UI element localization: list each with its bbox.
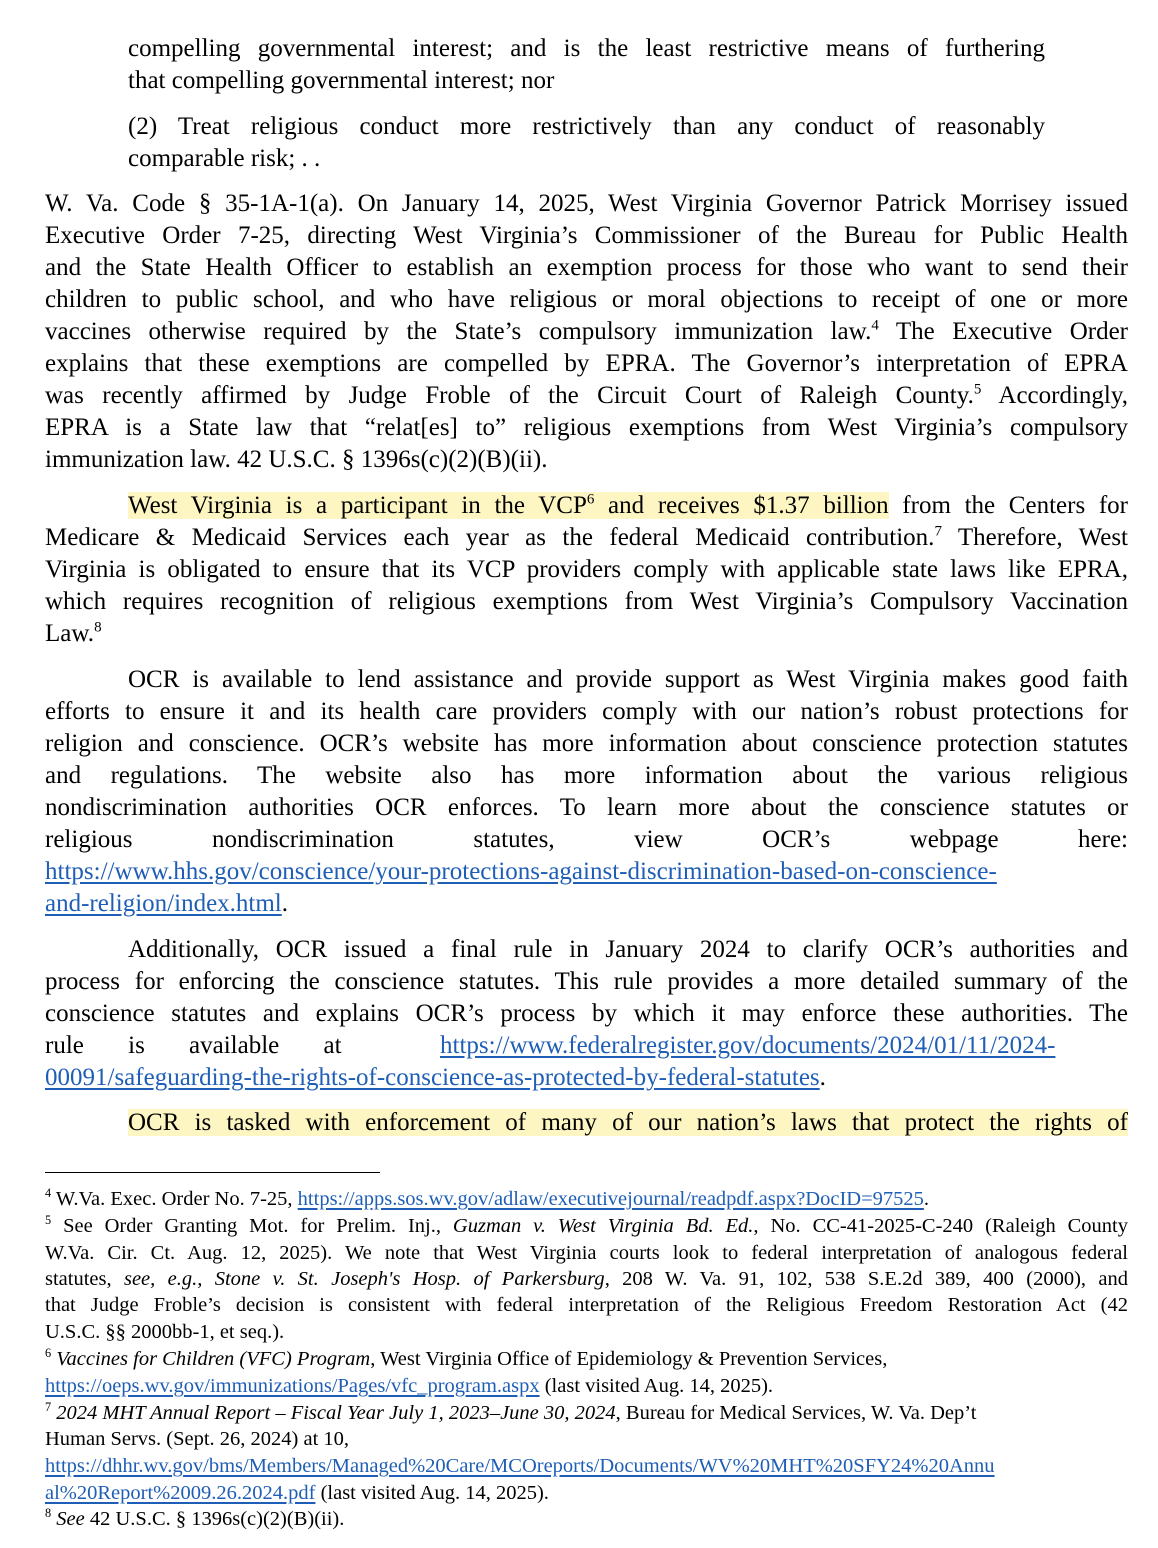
- paragraph-line: vaccines otherwise required by the State’s compulsory immunization law.$^4$ The Executive Order: [45, 317, 1128, 345]
- footnote-line: Human Servs. (Sept. 26, 2024) at 10,: [45, 1428, 350, 1450]
- vfc-program-link[interactable]: https://oeps.wv.gov/immunizations/Pages/vfc_program.aspx: [45, 1375, 540, 1397]
- paragraph-line: West Virginia is a participant in the VCP$^6$ and receives $1.37 billion from the Centers for: [128, 491, 1129, 519]
- hhs-conscience-link-cont[interactable]: and-religion/index.html: [45, 890, 282, 917]
- mht-report-link[interactable]: https://dhhr.wv.gov/bms/Members/Managed%20Care/MCOreports/Documents/WV%20MHT%20SFY24%20Annu: [45, 1455, 995, 1477]
- highlighted-text: OCR is tasked with enforcement of many of our nation’s laws that protect the rights of: [128, 1109, 1128, 1136]
- footnote-line: W.Va. Cir. Ct. Aug. 12, 2025). We note that West Virginia courts look to federal interpretation of analogous federal: [45, 1242, 1128, 1264]
- mht-report-link-cont[interactable]: al%20Report%2009.26.2024.pdf: [45, 1482, 316, 1504]
- paragraph-line: immunization law. 42 U.S.C. § 1396s(c)(2)(B)(ii).: [45, 446, 548, 473]
- paragraph-line: Law.$^8$: [45, 619, 102, 647]
- paragraph-line: explains that these exemptions are compelled by EPRA. The Governor’s interpretation of EPRA: [45, 350, 1128, 377]
- paragraph-line: process for enforcing the conscience statutes. This rule provides a more detailed summary of the: [45, 968, 1128, 995]
- hhs-conscience-link[interactable]: https://www.hhs.gov/conscience/your-protections-against-discrimination-based-on-conscience-: [45, 858, 997, 885]
- paragraph-line: religious nondiscrimination statutes, view OCR’s webpage here:: [45, 826, 1128, 853]
- footnote-5: $^5$ See Order Granting Mot. for Prelim. Inj., Guzman v. West Virginia Bd. Ed., No. CC-41-2025-C-240 (Raleigh County: [45, 1213, 1128, 1237]
- footnote-line: [45, 1453, 995, 1480]
- paragraph-line: W. Va. Code § 35-1A-1(a). On January 14, 2025, West Virginia Governor Patrick Morrisey issued: [45, 190, 1128, 217]
- footnote-divider: [45, 1172, 380, 1173]
- paragraph-line: efforts to ensure it and its health care providers comply with our nation’s robust protections for: [45, 698, 1128, 725]
- paragraph-line: and the State Health Officer to establish an exemption process for those who want to send their: [45, 254, 1128, 281]
- footnote-line: https://oeps.wv.gov/immunizations/Pages/vfc_program.aspx (last visited Aug. 14, 2025).: [45, 1375, 774, 1397]
- paragraph-line: [128, 1107, 1128, 1139]
- paragraph-line: OCR is available to lend assistance and provide support as West Virginia makes good faith: [128, 666, 1128, 693]
- paragraph-line: nondiscrimination authorities OCR enforces. To learn more about the conscience statutes or: [45, 794, 1128, 821]
- footnote-line: statutes, see, e.g., Stone v. St. Joseph's Hosp. of Parkersburg, 208 W. Va. 91, 102, 538 S.E.2d 389, 400 (2000), and: [45, 1268, 1128, 1290]
- paragraph-line: religion and conscience. OCR’s website has more information about conscience protection statutes: [45, 730, 1128, 757]
- paragraph-line: which requires recognition of religious exemptions from West Virginia’s Compulsory Vaccination: [45, 588, 1128, 615]
- highlighted-text: West Virginia is a participant in the VCP$^6$ and receives $1.37 billion: [128, 491, 889, 519]
- quote-line: compelling governmental interest; and is the least restrictive means of furthering: [128, 35, 1045, 62]
- paragraph-line: rule is available at: [45, 1032, 342, 1059]
- footnote-ref[interactable]: 8: [94, 619, 102, 636]
- footnote-line: that Judge Froble’s decision is consistent with federal interpretation of the Religious Freedom Restoration Act (42: [45, 1294, 1128, 1316]
- paragraph-line: 00091/safeguarding-the-rights-of-conscience-as-protected-by-federal-statutes.: [45, 1064, 826, 1091]
- exec-order-link[interactable]: https://apps.sos.wv.gov/adlaw/executivejournal/readpdf.aspx?DocID=97525: [297, 1188, 924, 1210]
- paragraph-line: and-religion/index.html.: [45, 890, 289, 917]
- paragraph-line: EPRA is a State law that “relat[es] to” religious exemptions from West Virginia’s compulsory: [45, 414, 1128, 441]
- paragraph-line: Executive Order 7-25, directing West Virginia’s Commissioner of the Bureau for Public Health: [45, 222, 1128, 249]
- footnote-line: al%20Report%2009.26.2024.pdf (last visited Aug. 14, 2025).: [45, 1482, 549, 1504]
- quote-line: comparable risk; . .: [128, 145, 321, 172]
- footnote-4: $^4$ W.Va. Exec. Order No. 7-25, https://apps.sos.wv.gov/adlaw/executivejournal/readpdf.aspx?DocID=97525.: [45, 1186, 930, 1210]
- footnote-6: $^6$ Vaccines for Children (VFC) Program, West Virginia Office of Epidemiology & Prevention Services,: [45, 1346, 888, 1370]
- quote-line: that compelling governmental interest; nor: [128, 67, 555, 94]
- paragraph-line: [440, 1030, 1055, 1062]
- paragraph-line: and regulations. The website also has more information about the various religious: [45, 762, 1128, 789]
- paragraph-line: Virginia is obligated to ensure that its VCP providers comply with applicable state laws like EPRA,: [45, 556, 1128, 583]
- paragraph-line: Medicare & Medicaid Services each year as the federal Medicaid contribution.$^7$ Therefore, West: [45, 523, 1128, 551]
- paragraph-line: [45, 856, 997, 888]
- footnote-ref[interactable]: 6: [586, 491, 595, 508]
- federal-register-link-cont[interactable]: 00091/safeguarding-the-rights-of-conscience-as-protected-by-federal-statutes: [45, 1064, 820, 1091]
- footnote-ref[interactable]: 5: [973, 381, 982, 398]
- footnote-ref[interactable]: 4: [871, 317, 879, 334]
- footnote-7: $^7$ 2024 MHT Annual Report – Fiscal Year July 1, 2023–June 30, 2024, Bureau for Medical Services, W. Va. Dep’t: [45, 1400, 977, 1424]
- footnote-ref[interactable]: 7: [934, 523, 942, 540]
- paragraph-line: Additionally, OCR issued a final rule in January 2024 to clarify OCR’s authorities and: [128, 936, 1128, 963]
- footnote-8: $^8$ See 42 U.S.C. § 1396s(c)(2)(B)(ii).: [45, 1506, 345, 1530]
- footnote-line: U.S.C. §§ 2000bb-1, et seq.).: [45, 1321, 285, 1343]
- federal-register-link[interactable]: https://www.federalregister.gov/documents/2024/01/11/2024-: [440, 1032, 1056, 1059]
- paragraph-line: conscience statutes and explains OCR’s process by which it may enforce these authorities. The: [45, 1000, 1128, 1027]
- paragraph-line: was recently affirmed by Judge Froble of the Circuit Court of Raleigh County.$^5$ Accordingly,: [45, 381, 1128, 409]
- quote-line: (2) Treat religious conduct more restrictively than any conduct of reasonably: [128, 113, 1045, 140]
- paragraph-line: children to public school, and who have religious or moral objections to receipt of one or more: [45, 286, 1128, 313]
